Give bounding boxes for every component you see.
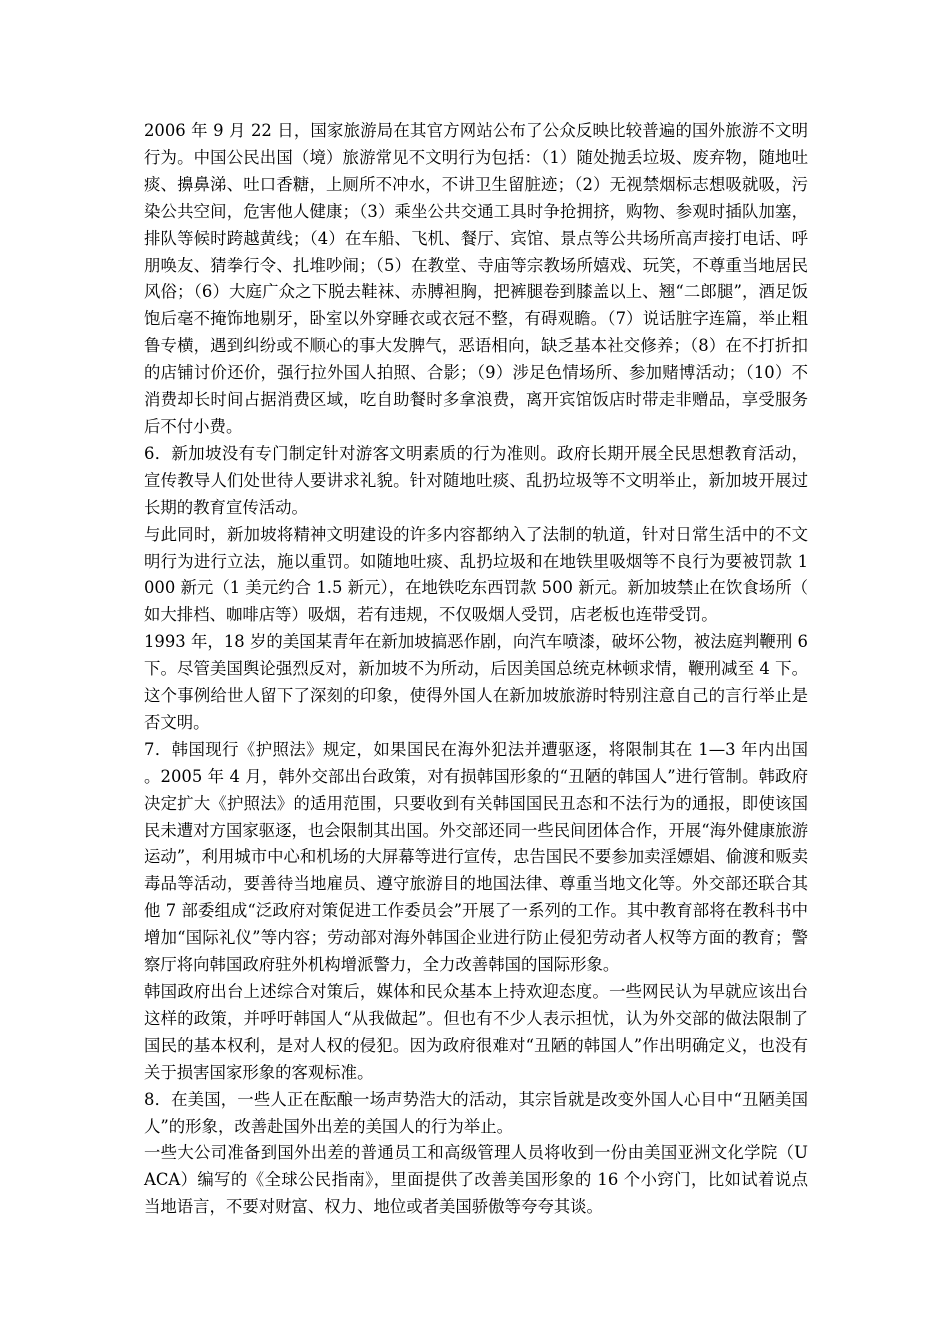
paragraph-singapore-caning-case: 1993 年，18 岁的美国某青年在新加坡搞恶作剧，向汽车喷漆，破坏公物，被法庭判鞭刑 6 下。尽管美国舆论强烈反对，新加坡不为所动，后因美国总统克林顿求情，鞭刑减至 4 下。这个事例给世人留下了深刻的印象，使得外国人在新加坡旅游时特别注意自己的言行举止是否文明。 xyxy=(144,632,808,732)
paragraph-travel-misconduct-list: 2006 年 9 月 22 日，国家旅游局在其官方网站公布了公众反映比较普遍的国外旅游不文明行为。中国公民出国（境）旅游常见不文明行为包括：（1）随处抛丢垃圾、废弃物，随地吐痰、擤鼻涕、吐口香糖，上厕所不冲水，不讲卫生留脏迹；（2）无视禁烟标志想吸就吸，污染公共空间，危害他人健康；（3）乘坐公共交通工具时争抢拥挤，购物、参观时插队加塞，排队等候时跨越黄线；（4）在车船、飞机、餐厅、宾馆、景点等公共场所高声接打电话、呼朋唤友、猜拳行令、扎堆吵闹；（5）在教堂、寺庙等宗教场所嬉戏、玩笑，不尊重当地居民风俗；（6）大庭广众之下脱去鞋袜、赤膊袒胸，把裤腿卷到膝盖以上、翘“二郎腿”，酒足饭饱后毫不掩饰地剔牙，卧室以外穿睡衣或衣冠不整，有碍观瞻。（7）说话脏字连篇，举止粗鲁专横，遇到纠纷或不顺心的事大发脾气，恶语相向，缺乏基本社交修养；（8）在不打折扣的店铺讨价还价，强行拉外国人拍照、合影；（9）涉足色情场所、参加赌博活动；（10）不消费却长时间占据消费区域，吃自助餐时多拿浪费，离开宾馆饭店时带走非赠品，享受服务后不付小费。 xyxy=(144,121,808,436)
document-body xyxy=(144,118,808,1221)
paragraph-korea-public-reaction: 韩国政府出台上述综合对策后，媒体和民众基本上持欢迎态度。一些网民认为早就应该出台这样的政策，并呼吁韩国人“从我做起”。但也有不少人表示担忧，认为外交部的做法限制了国民的基本权利，是对人权的侵犯。因为政府很难对“丑陋的韩国人”作出明确定义，也没有关于损害国家形象的客观标准。 xyxy=(144,982,808,1082)
paragraph-singapore-education: 6．新加坡没有专门制定针对游客文明素质的行为准则。政府长期开展全民思想教育活动，宣传教导人们处世待人要讲求礼貌。针对随地吐痰、乱扔垃圾等不文明举止，新加坡开展过长期的教育宣传活动。 xyxy=(144,443,808,517)
paragraph-korea-passport-law: 7．韩国现行《护照法》规定，如果国民在海外犯法并遭驱逐，将限制其在 1—3 年内出国。2005 年 4 月，韩外交部出台政策，对有损韩国形象的“丑陋的韩国人”进行管制。韩政府决定扩大《护照法》的适用范围，只要收到有关韩国国民丑态和不法行为的通报，即使该国民未遭对方国家驱逐，也会限制其出国。外交部还同一些民间团体合作，开展“海外健康旅游运动”，利用城市中心和机场的大屏幕等进行宣传，忠告国民不要参加卖淫嫖娼、偷渡和贩卖毒品等活动，要善待当地雇员、遵守旅游目的地国法律、尊重当地文化等。外交部还联合其他 7 部委组成“泛政府对策促进工作委员会”开展了一系列的工作。其中教育部将在教科书中增加“国际礼仪”等内容；劳动部对海外韩国企业进行防止侵犯劳动者人权等方面的教育；警察厅将向韩国政府驻外机构增派警力，全力改善韩国的国际形象。 xyxy=(144,739,809,975)
paragraph-usa-campaign: 8．在美国，一些人正在酝酿一场声势浩大的活动，其宗旨就是改变外国人心目中“丑陋美国人”的形象，改善赴国外出差的美国人的行为举止。 xyxy=(144,1089,808,1136)
paragraph-usa-citizen-guide: 一些大公司准备到国外出差的普通员工和高级管理人员将收到一份由美国亚洲文化学院（UACA）编写的《全球公民指南》，里面提供了改善美国形象的 16 个小窍门，比如试着说点当地语言，不要对财富、权力、地位或者美国骄傲等夸夸其谈。 xyxy=(144,1143,808,1217)
paragraph-singapore-legislation: 与此同时，新加坡将精神文明建设的许多内容都纳入了法制的轨道，针对日常生活中的不文明行为进行立法，施以重罚。如随地吐痰、乱扔垃圾和在地铁里吸烟等不良行为要被罚款 1000 新元（1 美元约合 1.5 新元），在地铁吃东西罚款 500 新元。新加坡禁止在饮食场所（如大排档、咖啡店等）吸烟，若有违规，不仅吸烟人受罚，店老板也连带受罚。 xyxy=(144,524,808,625)
